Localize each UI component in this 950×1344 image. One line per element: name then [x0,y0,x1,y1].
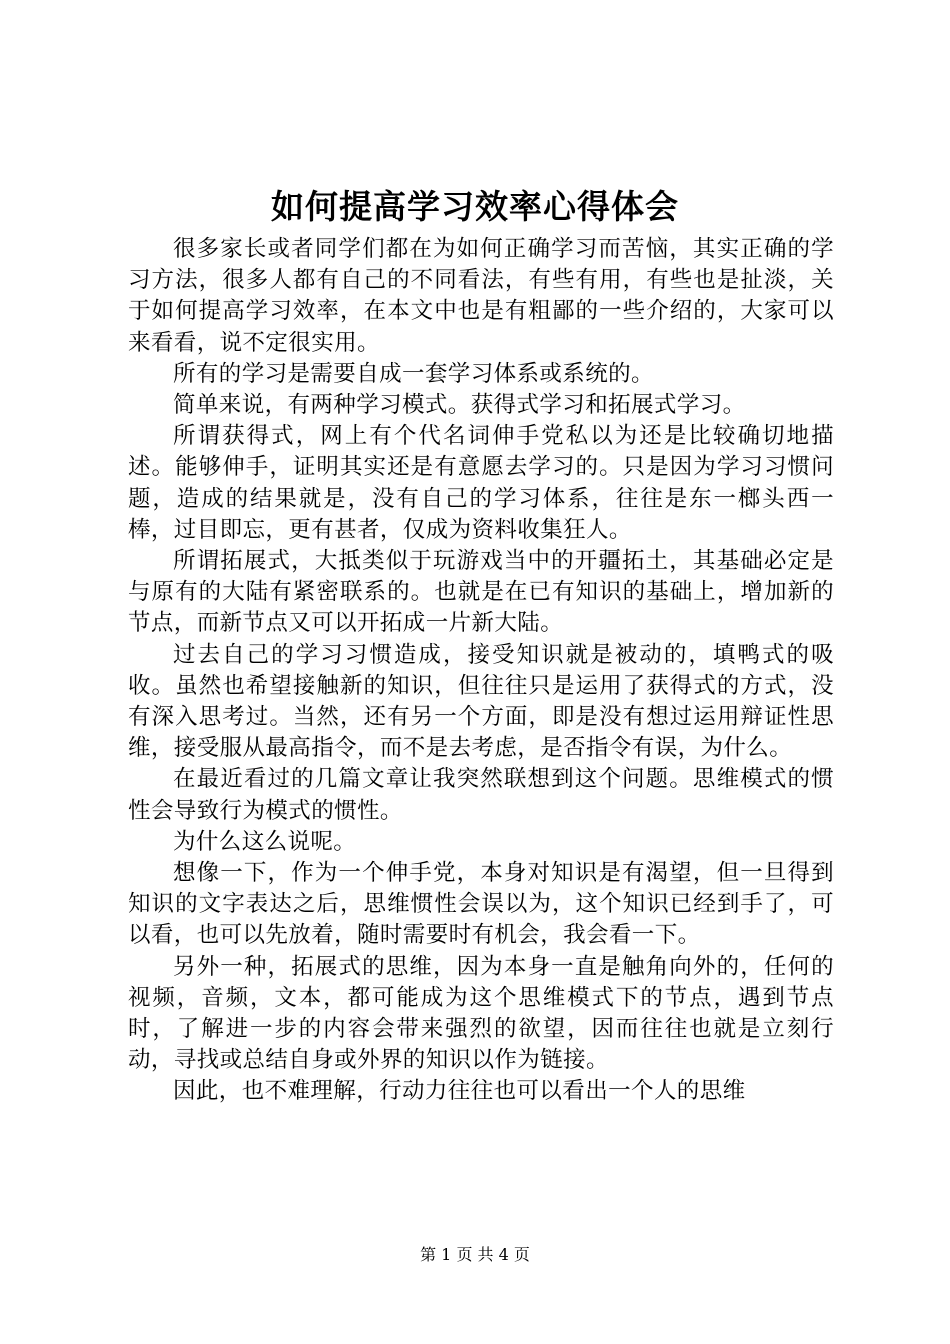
page-footer: 第 1 页 共 4 页 [420,1245,530,1264]
document-title: 如何提高学习效率心得体会 [271,187,679,226]
paragraph: 因此，也不难理解，行动力往往也可以看出一个人的思维 [173,1078,746,1105]
paragraph: 所有的学习是需要自成一套学习体系或系统的。 [173,360,654,387]
paragraph: 为什么这么说呢。 [173,828,357,855]
paragraph: 很多家长或者同学们都在为如何正确学习而苦恼，其实正确的学习方法，很多人都有自己的不同看法，有些有用，有些也是扯淡，关于如何提高学习效率，在本文中也是有粗鄙的一些介绍的，大家可以来看看，说不定很实用。 [128,236,834,356]
paragraph: 过去自己的学习习惯造成，接受知识就是被动的，填鸭式的吸收。虽然也希望接触新的知识，但往往只是运用了获得式的方式，没有深入思考过。当然，还有另一个方面，即是没有想过运用辩证性思维，接受服从最高指令，而不是去考虑，是否指令有误，为什么。 [128,641,834,762]
paragraph: 想像一下，作为一个伸手党，本身对知识是有渴望，但一旦得到知识的文字表达之后，思维惯性会误以为，这个知识已经到手了，可以看，也可以先放着，随时需要时有机会，我会看一下。 [128,860,834,949]
paragraph: 所谓拓展式，大抵类似于玩游戏当中的开疆拓土，其基础必定是与原有的大陆有紧密联系的。也就是在已有知识的基础上，增加新的节点，而新节点又可以开拓成一片新大陆。 [128,548,834,637]
paragraph: 另外一种，拓展式的思维，因为本身一直是触角向外的，任何的视频，音频，文本，都可能成为这个思维模式下的节点，遇到节点时，了解进一步的内容会带来强烈的欲望，因而往往也就是立刻行动，寻找或总结自身或外界的知识以作为链接。 [128,953,834,1074]
document-body [128,234,834,1108]
paragraph: 所谓获得式，网上有个代名词伸手党私以为还是比较确切地描述。能够伸手，证明其实还是有意愿去学习的。只是因为学习习惯问题，造成的结果就是，没有自己的学习体系，往往是东一榔头西一棒，过目即忘，更有甚者，仅成为资料收集狂人。 [128,423,834,543]
paragraph: 在最近看过的几篇文章让我突然联想到这个问题。思维模式的惯性会导致行为模式的惯性。 [128,766,834,824]
paragraph: 简单来说，有两种学习模式。获得式学习和拓展式学习。 [173,392,746,419]
